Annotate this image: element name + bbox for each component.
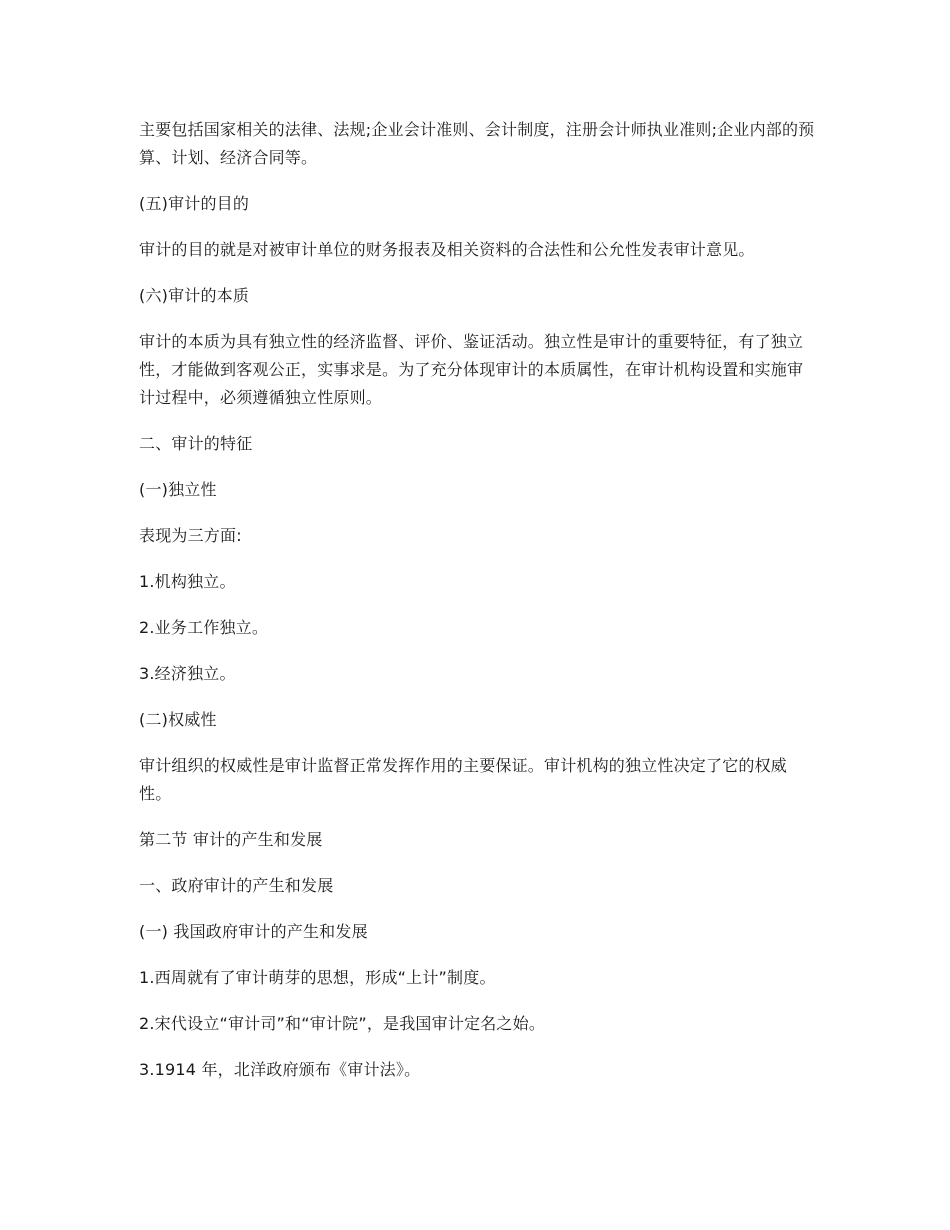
list-item-song-dynasty: 2.宋代设立“审计司”和“审计院”，是我国审计定名之始。 <box>139 1014 546 1033</box>
heading-section-two: 第二节 审计的产生和发展 <box>139 830 323 849</box>
document-body <box>139 116 815 1102</box>
paragraph-three-aspects: 表现为三方面: <box>139 526 242 545</box>
paragraph-authority: 审计组织的权威性是审计监督正常发挥作用的主要保证。审计机构的独立性决定了它的权威性。 <box>139 756 788 803</box>
paragraph-audit-essence: 审计的本质为具有独立性的经济监督、评价、鉴证活动。独立性是审计的重要特征，有了独立性，才能做到客观公正，实事求是。为了充分体现审计的本质属性，在审计机构设置和实施审计过程中，必须遵循独立性原则。 <box>139 332 804 407</box>
heading-china-government-audit: (一) 我国政府审计的产生和发展 <box>139 922 368 941</box>
paragraph-legal-basis: 主要包括国家相关的法律、法规;企业会计准则、会计制度，注册会计师执业准则;企业内部的预算、计划、经济合同等。 <box>139 120 815 167</box>
list-item-business: 2.业务工作独立。 <box>139 618 269 637</box>
list-item-institution: 1.机构独立。 <box>139 572 236 591</box>
heading-independence: (一)独立性 <box>139 480 217 499</box>
list-item-economic: 3.经济独立。 <box>139 664 236 683</box>
list-item-1914: 3.1914 年，北洋政府颁布《审计法》。 <box>139 1060 421 1079</box>
heading-audit-features: 二、审计的特征 <box>139 434 253 453</box>
paragraph-audit-purpose: 审计的目的就是对被审计单位的财务报表及相关资料的合法性和公允性发表审计意见。 <box>139 240 755 259</box>
heading-government-audit: 一、政府审计的产生和发展 <box>139 876 334 895</box>
heading-audit-essence: (六)审计的本质 <box>139 286 250 305</box>
heading-authority: (二)权威性 <box>139 710 217 729</box>
heading-audit-purpose: (五)审计的目的 <box>139 194 250 213</box>
list-item-western-zhou: 1.西周就有了审计萌芽的思想，形成“上计”制度。 <box>139 968 496 987</box>
